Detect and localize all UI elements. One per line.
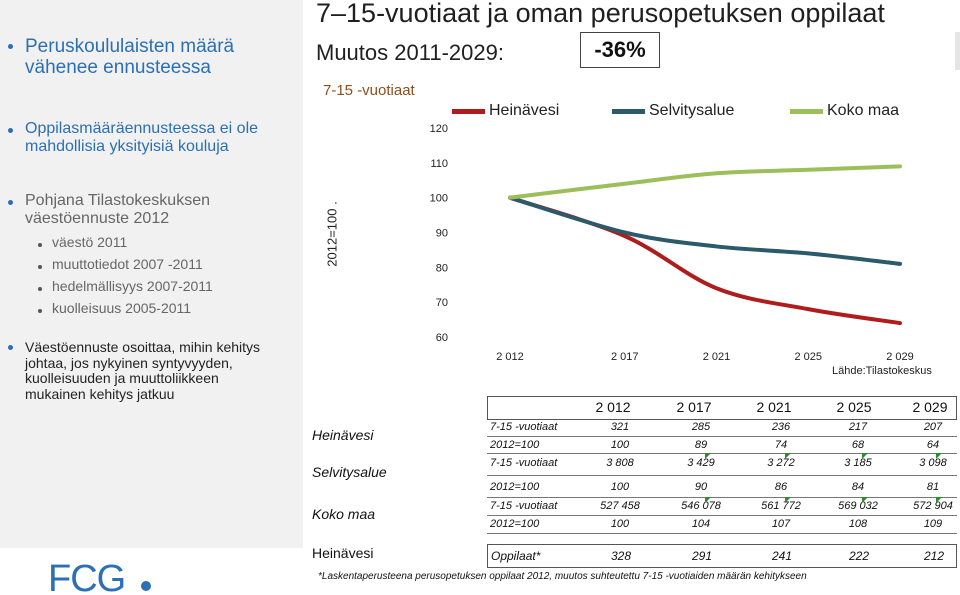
series-line-0: [510, 198, 900, 323]
table-cell: 100: [610, 439, 630, 451]
x-tick-label: 2 012: [496, 351, 524, 363]
table-group-koko-maa: Koko maa: [312, 506, 376, 522]
table-header: [487, 396, 957, 420]
decor-bar: [955, 32, 960, 70]
change-subtitle: Muutos 2011-2029:: [316, 40, 504, 65]
table-cell: 3 185: [844, 457, 872, 469]
table-cell: 89: [694, 439, 708, 451]
table-cell: 84: [851, 481, 865, 493]
table-row-label: 2012=100: [490, 439, 540, 451]
table-cell: 3 808: [606, 457, 634, 469]
series-line-2: [510, 166, 900, 197]
table-year-header: 2 017: [676, 399, 712, 415]
legend-label: Heinävesi: [489, 102, 560, 119]
sidebar-note: Oppilasmääräennusteessa ei ole mahdollisia yksityisiä kouluja: [25, 120, 259, 155]
table-cell: 217: [848, 421, 868, 433]
cell-marker-icon: [785, 497, 791, 503]
table-cell: 108: [848, 518, 868, 530]
x-tick-label: 2 017: [610, 351, 639, 363]
table-cell: 90: [694, 481, 708, 493]
page-title: 7–15-vuotiaat ja oman perusopetuksen oppilaat: [316, 0, 885, 28]
table-cell: 64: [926, 439, 940, 451]
table-cell: 572 904: [913, 500, 953, 512]
change-percentage-box: -36%: [580, 32, 660, 68]
sidebar-source-box: [0, 182, 303, 317]
table-year-header: 2 012: [595, 399, 631, 415]
table-cell: 104: [691, 518, 711, 530]
y-axis-label: 2012=100 .: [324, 201, 340, 267]
oppilaat-cell: 291: [691, 549, 713, 563]
table-cell: 3 098: [919, 457, 947, 469]
chart-source: Lähde:Tilastokeskus: [832, 365, 932, 377]
cell-marker-icon: [936, 497, 942, 503]
sidebar-headline: Peruskoululaisten määrä vähenee ennusteessa: [25, 36, 235, 79]
sub-bullet-icon: [38, 287, 42, 291]
sidebar-explanation: Väestöennuste osoittaa, mihin kehitys johtaa, jos nykyinen syntyvyyden, kuolleisuuden ja muuttoliikkeen mukainen kehitys jatkuu: [25, 339, 261, 403]
table-divider: [487, 515, 957, 516]
oppilaat-cell: 241: [771, 549, 793, 563]
cell-marker-icon: [862, 497, 868, 503]
table-cell: 109: [923, 518, 943, 530]
bullet-icon: [8, 44, 13, 49]
x-tick-label: 2 021: [702, 351, 731, 363]
oppilaat-label: Oppilaat*: [491, 549, 541, 563]
source-item: hedelmällisyys 2007-2011: [52, 278, 213, 294]
table-row-label: 7-15 -vuotiaat: [490, 457, 558, 469]
table-cell: 86: [774, 481, 788, 493]
svg-text:FCG: FCG: [48, 558, 126, 594]
table-cell: 527 458: [600, 500, 640, 512]
table-divider: [487, 533, 957, 534]
legend-item-koko-maa: [790, 102, 899, 120]
y-tick-label: 70: [435, 297, 448, 310]
cell-marker-icon: [862, 453, 868, 459]
legend-swatch: [612, 109, 645, 114]
series-line-1: [510, 198, 900, 264]
legend-item-selvitysalue: [612, 102, 734, 120]
oppilaat-row: [487, 544, 957, 568]
table-cell: 561 772: [761, 500, 801, 512]
cell-marker-icon: [705, 453, 711, 459]
x-tick-label: 2 025: [794, 351, 823, 363]
x-tick-label: 2 029: [886, 351, 914, 363]
table-cell: 285: [691, 421, 711, 433]
y-tick-label: 110: [430, 157, 448, 170]
table-cell: 569 032: [838, 500, 878, 512]
y-tick-label: 100: [429, 192, 448, 205]
sidebar-explanation-box: [0, 330, 303, 440]
cell-marker-icon: [936, 453, 942, 459]
bullet-icon: [8, 345, 13, 350]
table-row-label: 2012=100: [490, 518, 540, 530]
legend-label: Koko maa: [827, 102, 900, 119]
sidebar-headline-box: [0, 26, 303, 166]
legend-swatch: [452, 109, 485, 114]
sidebar: [0, 0, 303, 548]
table-divider: [487, 475, 957, 476]
sub-bullet-icon: [38, 243, 42, 247]
table-cell: 236: [771, 421, 791, 433]
table-cell: 107: [771, 518, 791, 530]
y-tick-label: 120: [429, 123, 448, 135]
table-group-heinavesi: Heinävesi: [312, 427, 374, 443]
table-cell: 207: [923, 421, 943, 433]
cell-marker-icon: [785, 453, 791, 459]
fcg-logo: [48, 558, 158, 594]
table-cell: 3 429: [687, 457, 715, 469]
oppilaat-group-label: Heinävesi: [312, 545, 374, 561]
legend-label: Selvitysalue: [649, 102, 735, 119]
sidebar-source-intro: Pohjana Tilastokeskuksen väestöennuste 2012: [25, 192, 210, 227]
table-cell: 100: [610, 481, 630, 493]
table-year-header: 2 025: [836, 399, 872, 415]
table-cell: 3 272: [767, 457, 795, 469]
table-cell: 81: [926, 481, 940, 493]
legend-item-heinavesi: [452, 102, 559, 120]
bullet-icon: [8, 200, 13, 205]
oppilaat-cell: 222: [848, 549, 870, 563]
table-divider: [487, 436, 957, 437]
table-cell: 546 078: [681, 500, 721, 512]
table-group-selvitysalue: Selvitysalue: [312, 464, 387, 480]
table-year-header: 2 021: [756, 399, 792, 415]
y-tick-label: 90: [435, 227, 448, 240]
oppilaat-cell: 212: [923, 549, 945, 563]
table-cell: 321: [610, 421, 630, 433]
table-row-label: 2012=100: [490, 481, 540, 493]
table-row-label: 7-15 -vuotiaat: [490, 421, 558, 433]
source-item: muuttotiedot 2007 -2011: [52, 256, 203, 272]
sub-bullet-icon: [38, 265, 42, 269]
table-divider: [487, 497, 957, 498]
source-item: kuolleisuus 2005-2011: [52, 300, 192, 316]
table-year-header: 2 029: [912, 399, 948, 415]
table-divider: [487, 453, 957, 454]
cell-marker-icon: [705, 497, 711, 503]
footnote: *Laskentaperusteena perusopetuksen oppilaat 2012, muutos suhteutettu 7-15 -vuotiaiden määrän kehitykseen: [318, 571, 807, 582]
legend-swatch: [790, 109, 823, 114]
table-cell: 68: [851, 439, 865, 451]
table-row-label: 7-15 -vuotiaat: [490, 500, 558, 512]
table-cell: 74: [774, 439, 788, 451]
y-tick-label: 60: [435, 332, 448, 344]
source-item: väestö 2011: [52, 234, 128, 250]
chart-series-label: 7-15 -vuotiaat: [323, 82, 415, 99]
bullet-icon: [8, 128, 13, 133]
oppilaat-cell: 328: [610, 549, 632, 563]
table-cell: 100: [610, 518, 630, 530]
y-tick-label: 80: [435, 262, 448, 275]
sub-bullet-icon: [38, 309, 42, 313]
